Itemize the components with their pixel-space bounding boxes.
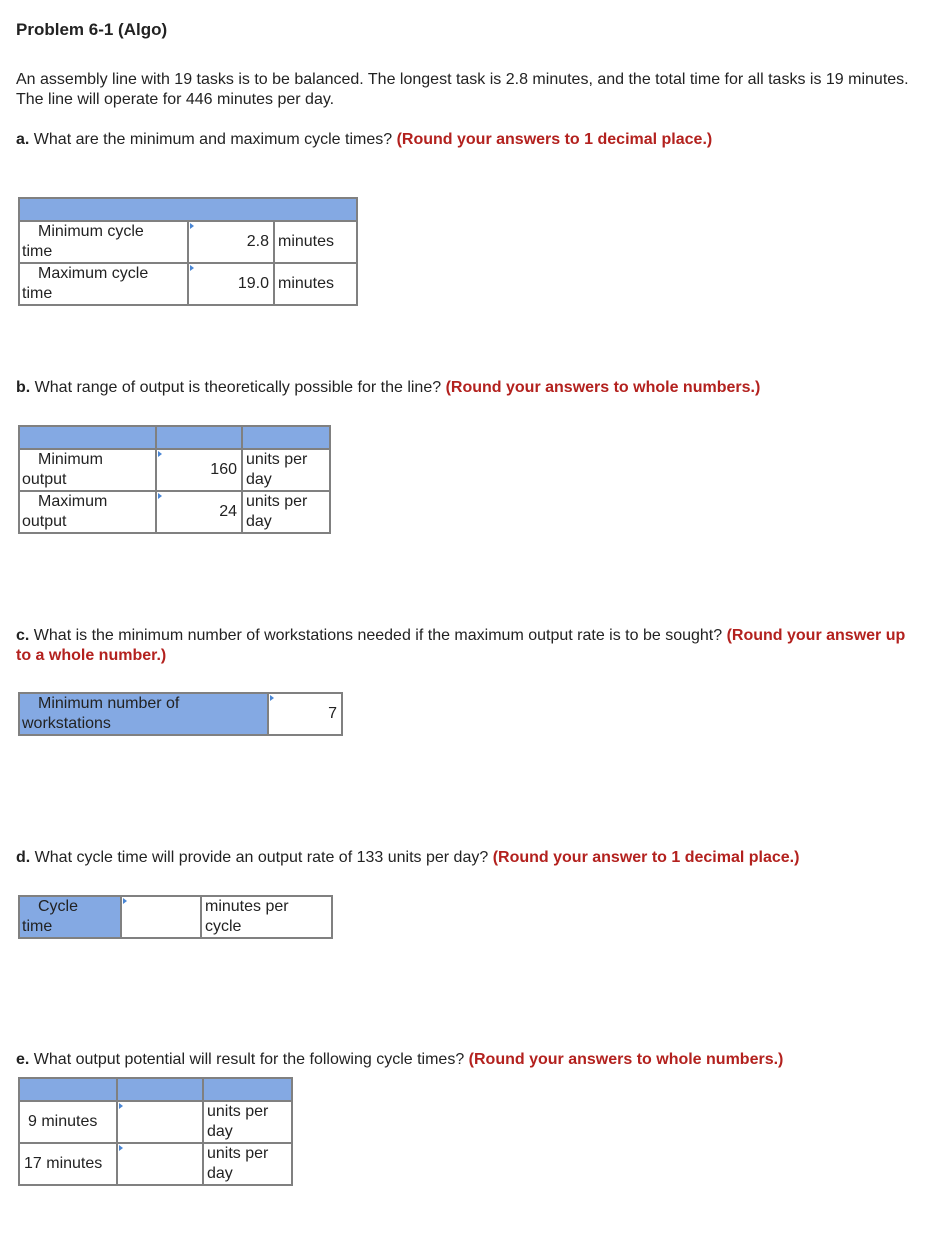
question-e-hint: (Round your answers to whole numbers.) xyxy=(468,1051,784,1068)
problem-title: Problem 6-1 (Algo) xyxy=(16,20,168,39)
question-c-label: c. xyxy=(16,627,30,644)
cycle-time-label-cont: time xyxy=(22,918,53,935)
min-cycle-label: Minimum cycle xyxy=(38,223,144,240)
nine-minutes-unit: units per xyxy=(207,1103,269,1120)
min-cycle-input[interactable] xyxy=(189,233,269,251)
max-cycle-input[interactable] xyxy=(189,275,269,293)
question-d-label: d. xyxy=(16,849,31,866)
max-output-unit: units per xyxy=(246,493,308,510)
question-a-text: What are the minimum and maximum cycle times? xyxy=(33,131,393,148)
cycle-time-unit-cont: cycle xyxy=(205,918,242,935)
question-a-hint: (Round your answers to 1 decimal place.) xyxy=(396,131,713,148)
seventeen-minutes-unit-cont: day xyxy=(207,1165,233,1182)
workstations-label-cont: workstations xyxy=(22,715,111,732)
max-output-input[interactable] xyxy=(157,503,237,521)
min-output-unit: units per xyxy=(246,451,308,468)
cycle-times-table xyxy=(18,197,358,306)
question-e-label: e. xyxy=(16,1051,30,1068)
cycle-time-table xyxy=(18,895,333,939)
question-d-text: What cycle time will provide an output rate of 133 units per day? xyxy=(34,849,489,866)
nine-minutes-unit-cont: day xyxy=(207,1123,233,1140)
question-e xyxy=(16,1050,921,1070)
min-output-label: Minimum xyxy=(38,451,103,468)
problem-intro: An assembly line with 19 tasks is to be balanced. The longest task is 2.8 minutes, and the total time for all tasks is 19 minutes. The line will operate for 446 minutes per day. xyxy=(16,71,909,108)
nine-minutes-label: 9 minutes xyxy=(19,1101,117,1143)
question-b-label: b. xyxy=(16,379,31,396)
cycle-time-input[interactable] xyxy=(122,908,196,926)
seventeen-minutes-label: 17 minutes xyxy=(19,1143,117,1185)
max-output-unit-cont: day xyxy=(246,513,272,530)
cycle-time-label: Cycle xyxy=(38,898,79,915)
min-output-label-cont: output xyxy=(22,471,67,488)
workstations-table xyxy=(18,692,343,736)
question-a-label: a. xyxy=(16,131,30,148)
max-output-label-cont: output xyxy=(22,513,67,530)
question-c-text: What is the minimum number of workstations needed if the maximum output rate is to be sought? xyxy=(33,627,723,644)
output-range-table xyxy=(18,425,331,534)
question-a xyxy=(16,130,921,150)
question-d xyxy=(16,848,921,868)
min-cycle-label-cont: time xyxy=(22,243,53,260)
max-cycle-label-cont: time xyxy=(22,285,53,302)
question-c-hint: (Round your answer up to a whole number.) xyxy=(16,627,906,664)
cycle-time-unit: minutes per xyxy=(205,898,289,915)
max-output-label: Maximum xyxy=(38,493,108,510)
workstations-input[interactable] xyxy=(269,705,337,723)
workstations-label: Minimum number of xyxy=(38,695,180,712)
question-c xyxy=(16,626,921,666)
nine-minutes-input[interactable] xyxy=(118,1113,198,1131)
max-cycle-label: Maximum cycle xyxy=(38,265,149,282)
question-b xyxy=(16,378,921,398)
seventeen-minutes-unit: units per xyxy=(207,1145,269,1162)
output-potential-table xyxy=(18,1077,293,1186)
seventeen-minutes-input[interactable] xyxy=(118,1155,198,1173)
question-e-text: What output potential will result for the following cycle times? xyxy=(33,1051,465,1068)
min-output-unit-cont: day xyxy=(246,471,272,488)
question-b-hint: (Round your answers to whole numbers.) xyxy=(445,379,761,396)
min-output-input[interactable] xyxy=(157,461,237,479)
min-cycle-unit: minutes xyxy=(274,221,357,263)
max-cycle-unit: minutes xyxy=(274,263,357,305)
question-d-hint: (Round your answer to 1 decimal place.) xyxy=(492,849,800,866)
question-b-text: What range of output is theoretically possible for the line? xyxy=(34,379,442,396)
